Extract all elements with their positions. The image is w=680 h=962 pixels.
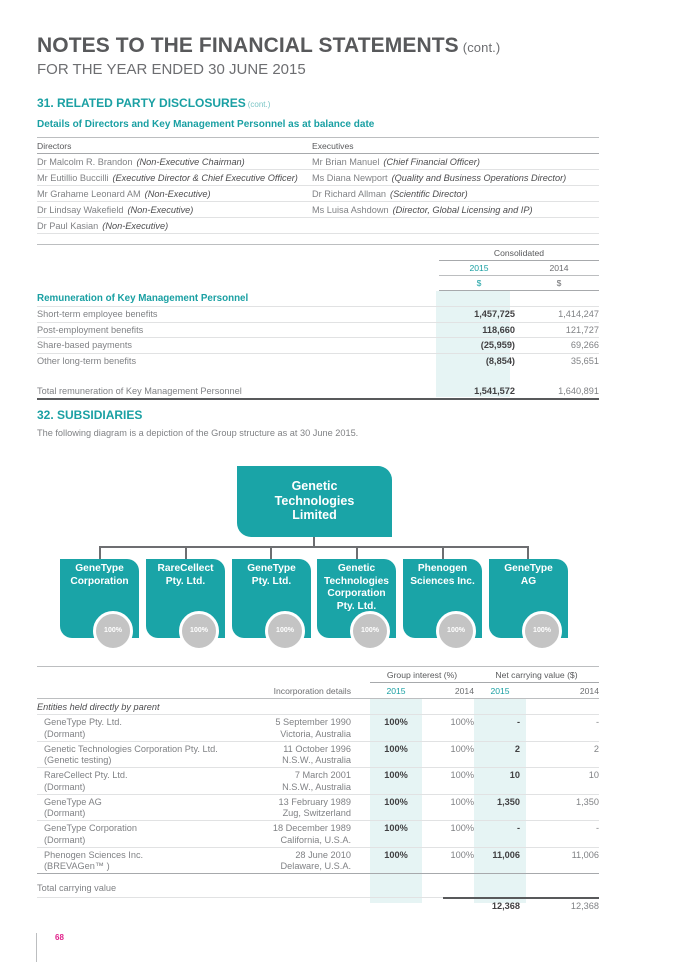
incorporation-date: 7 March 2001 <box>294 770 351 780</box>
subsidiary-name-line: Pty. Ltd. <box>336 600 377 612</box>
subsidiary-name-line: Technologies <box>324 575 389 587</box>
incorporation-cell <box>207 717 351 740</box>
table-row <box>37 795 599 822</box>
table-row <box>37 768 599 795</box>
table-row <box>37 218 599 234</box>
remuneration-table <box>37 244 599 400</box>
group-2015: 100% <box>384 849 408 860</box>
incorporation-place: N.S.W., Australia <box>282 781 351 792</box>
director-cell <box>37 205 312 215</box>
subsidiaries-table <box>37 666 599 911</box>
connector-line <box>99 546 101 560</box>
subsidiary-name-line: RareCellect <box>157 563 214 574</box>
remuneration-year-header <box>37 261 599 276</box>
group-2015: 100% <box>384 823 408 833</box>
parent-entity-box <box>237 466 392 537</box>
group-2014: 100% <box>450 770 474 780</box>
net-year-2015: 2015 <box>490 685 510 696</box>
net-2014: 2 <box>593 743 599 754</box>
director-cell <box>37 189 312 199</box>
incorporation-date: 11 October 1996 <box>283 743 351 754</box>
entity-name: GeneType AG <box>44 796 102 807</box>
parent-line: Technologies <box>274 493 355 508</box>
incorporation-date: 28 June 2010 <box>295 849 351 860</box>
section-31-heading-text: 31. RELATED PARTY DISCLOSURES <box>37 96 246 110</box>
connector-line <box>99 546 528 548</box>
entity-desc: (Genetic testing) <box>44 755 112 765</box>
table-row <box>37 202 599 218</box>
entity-name-cell <box>44 717 122 740</box>
subsidiaries-total-row <box>37 879 599 911</box>
entity-name-cell <box>44 770 128 793</box>
director-name: Dr Lindsay Wakefield <box>37 204 124 215</box>
year-2014: 2014 <box>549 263 569 273</box>
group-2015: 100% <box>384 770 408 780</box>
executive-name: Ms Diana Newport <box>312 172 388 183</box>
ownership-circle: 100% <box>265 611 305 651</box>
directors-table-header <box>37 138 599 154</box>
group-2014: 100% <box>450 717 474 727</box>
table-row <box>37 715 599 742</box>
parent-line: Genetic <box>291 479 338 493</box>
group-interest-header: Group interest (%) <box>370 667 474 683</box>
group-2014: 100% <box>450 849 474 860</box>
total-2014: 1,640,891 <box>558 386 599 396</box>
incorporation-cell <box>207 850 351 873</box>
subsidiary-name-line: GeneType <box>75 563 124 574</box>
director-role: (Non-Executive) <box>127 204 194 215</box>
group-2014: 100% <box>450 823 474 833</box>
ownership-circle: 100% <box>93 611 133 651</box>
subsidiaries-group-header <box>37 667 599 683</box>
incorporation-place: N.S.W., Australia <box>282 755 351 765</box>
incorporation-date: 13 February 1989 <box>278 796 351 807</box>
net-2014: 11,006 <box>571 849 599 860</box>
group-2015: 100% <box>384 717 408 727</box>
entity-name: GeneType Pty. Ltd. <box>44 717 122 727</box>
net-year-2014: 2014 <box>579 685 599 696</box>
row-label: Post-employment benefits <box>37 324 144 335</box>
entity-desc: (Dormant) <box>44 781 86 792</box>
director-role: (Non-Executive Chairman) <box>136 156 245 167</box>
total-2015: 1,541,572 <box>474 386 515 396</box>
executive-cell <box>312 157 480 167</box>
ownership-circle: 100% <box>350 611 390 651</box>
col-executives: Executives <box>312 140 354 151</box>
col-directors: Directors <box>37 140 72 151</box>
director-name: Dr Malcolm R. Brandon <box>37 156 133 167</box>
unit-2015: $ <box>476 278 482 288</box>
entity-desc: (Dormant) <box>44 834 86 845</box>
subsidiary-name-line: GeneType <box>247 563 296 574</box>
value-2015: (25,959) <box>480 340 515 351</box>
section-31-heading-cont: (cont.) <box>247 100 271 109</box>
page-title <box>37 34 500 58</box>
executive-cell <box>312 189 468 199</box>
value-2014: 121,727 <box>565 324 599 335</box>
subsidiary-name-line: Corporation <box>327 588 386 599</box>
net-2015: - <box>516 823 520 833</box>
subsidiaries-intro: The following diagram is a depiction of the Group structure as at 30 June 2015. <box>37 428 359 438</box>
total-net-2014: 12,368 <box>570 901 599 911</box>
value-2014: 1,414,247 <box>558 309 599 320</box>
consolidated-label: Consolidated <box>439 245 599 261</box>
total-rule-thin <box>37 897 443 898</box>
remuneration-unit-header <box>37 276 599 291</box>
page-number: 68 <box>55 933 64 942</box>
directors-table <box>37 137 599 234</box>
value-2015: (8,854) <box>485 356 515 367</box>
value-2014: 69,266 <box>570 340 599 351</box>
entity-name: Phenogen Sciences Inc. <box>44 849 144 860</box>
executive-name: Dr Richard Allman <box>312 188 387 199</box>
table-row <box>37 821 599 848</box>
director-name: Mr Grahame Leonard AM <box>37 188 141 199</box>
executive-cell <box>312 205 533 215</box>
entity-desc: (Dormant) <box>44 728 86 739</box>
remuneration-total-row <box>37 384 599 400</box>
entity-desc: (Dormant) <box>44 808 86 818</box>
page-title-cont: (cont.) <box>462 40 501 55</box>
row-label: Short-term employee benefits <box>37 309 158 320</box>
ownership-circle: 100% <box>436 611 476 651</box>
net-2015: 2 <box>514 743 520 754</box>
remuneration-section-title: Remuneration of Key Management Personnel <box>37 291 599 307</box>
net-2014: 10 <box>588 770 599 780</box>
director-cell <box>37 221 312 231</box>
page-title-text: NOTES TO THE FINANCIAL STATEMENTS <box>37 34 459 57</box>
net-2015: 11,006 <box>492 849 520 860</box>
group-2015: 100% <box>384 796 408 807</box>
executive-role: (Director, Global Licensing and IP) <box>392 204 533 215</box>
section-31-heading <box>37 96 270 110</box>
table-row <box>37 307 599 323</box>
entities-category: Entities held directly by parent <box>37 699 599 715</box>
entity-name-cell <box>44 744 218 767</box>
group-structure-diagram <box>60 460 580 660</box>
incorporation-cell <box>207 797 351 820</box>
incorporation-place: Delaware, U.S.A. <box>280 861 351 871</box>
group-2015: 100% <box>384 743 408 754</box>
total-label: Total carrying value <box>37 883 117 893</box>
group-2014: 100% <box>450 743 474 754</box>
executive-name: Ms Luisa Ashdown <box>312 204 389 215</box>
incorporation-cell <box>207 770 351 793</box>
table-row <box>37 323 599 339</box>
incorporation-date: 18 December 1989 <box>272 823 351 833</box>
net-2014: - <box>595 823 599 833</box>
entity-name: Genetic Technologies Corporation Pty. Ltd. <box>44 743 218 754</box>
subsidiary-name-line: AG <box>520 575 537 587</box>
page-margin-rule <box>36 933 37 962</box>
connector-line <box>356 546 358 560</box>
unit-2014: $ <box>556 278 562 288</box>
executive-cell <box>312 173 566 183</box>
director-cell <box>37 173 312 183</box>
subsidiary-name-line: Pty. Ltd. <box>165 575 206 587</box>
executive-role: (Scientific Director) <box>390 188 468 199</box>
row-label: Share-based payments <box>37 340 132 351</box>
net-carrying-header: Net carrying value ($) <box>474 667 599 683</box>
value-2015: 118,660 <box>482 324 515 335</box>
subsidiary-name-line: Sciences Inc. <box>410 575 475 587</box>
group-2014: 100% <box>450 796 474 807</box>
connector-line <box>185 546 187 560</box>
net-2014: 1,350 <box>576 796 599 807</box>
year-2015: 2015 <box>469 263 489 273</box>
table-row <box>37 338 599 354</box>
row-label: Other long-term benefits <box>37 356 137 367</box>
page-subtitle: FOR THE YEAR ENDED 30 JUNE 2015 <box>37 61 306 78</box>
incorporation-header: Incorporation details <box>273 685 351 696</box>
ownership-circle: 100% <box>179 611 219 651</box>
connector-line <box>527 546 529 560</box>
subsidiary-name-line: Pty. Ltd. <box>251 575 292 587</box>
incorporation-date: 5 September 1990 <box>275 717 351 727</box>
director-name: Dr Paul Kasian <box>37 220 99 231</box>
total-net-2015: 12,368 <box>491 901 520 911</box>
director-name: Mr Eutillio Buccilli <box>37 172 109 183</box>
total-rule-thick <box>443 897 599 899</box>
value-2015: 1,457,725 <box>474 309 515 320</box>
group-year-2014: 2014 <box>454 685 474 696</box>
entity-name-cell <box>44 823 137 846</box>
subsidiary-name-line: Genetic <box>337 563 376 574</box>
entity-name: RareCellect Pty. Ltd. <box>44 770 128 780</box>
remuneration-group-header <box>37 245 599 261</box>
entity-desc: (BREVAGen™ ) <box>44 861 110 871</box>
executive-name: Mr Brian Manuel <box>312 156 380 167</box>
net-2015: 1,350 <box>497 796 520 807</box>
incorporation-place: Zug, Switzerland <box>282 808 351 818</box>
ownership-circle: 100% <box>522 611 562 651</box>
group-year-2015: 2015 <box>386 685 406 696</box>
directors-subheading: Details of Directors and Key Management Personnel as at balance date <box>37 119 375 130</box>
subsidiaries-year-header <box>37 683 599 699</box>
value-2014: 35,651 <box>570 356 599 367</box>
table-row <box>37 848 599 875</box>
director-role: (Executive Director & Chief Executive Officer) <box>112 172 298 183</box>
table-row <box>37 742 599 769</box>
entity-name-cell <box>44 797 102 820</box>
connector-line <box>270 546 272 560</box>
connector-line <box>442 546 444 560</box>
net-2015: - <box>516 717 520 727</box>
net-2014: - <box>595 717 599 727</box>
subsidiary-name-line: Phenogen <box>417 563 468 574</box>
executive-role: (Chief Financial Officer) <box>383 156 480 167</box>
incorporation-place: Victoria, Australia <box>280 728 351 739</box>
table-row <box>37 354 599 370</box>
incorporation-cell <box>207 823 351 846</box>
table-row <box>37 154 599 170</box>
parent-line: Limited <box>292 508 337 522</box>
director-role: (Non-Executive) <box>102 220 169 231</box>
executive-role: (Quality and Business Operations Director) <box>391 172 567 183</box>
incorporation-place: California, U.S.A. <box>280 834 351 845</box>
entity-name: GeneType Corporation <box>44 823 137 833</box>
section-32-heading: 32. SUBSIDIARIES <box>37 408 143 422</box>
entity-name-cell <box>44 850 143 873</box>
director-role: (Non-Executive) <box>144 188 211 199</box>
subsidiary-name-line: Corporation <box>70 575 129 587</box>
table-row <box>37 170 599 186</box>
incorporation-cell <box>207 744 351 767</box>
total-label: Total remuneration of Key Management Personnel <box>37 386 242 396</box>
subsidiary-name-line: GeneType <box>504 563 553 574</box>
director-cell <box>37 157 312 167</box>
table-row <box>37 186 599 202</box>
net-2015: 10 <box>509 770 520 780</box>
